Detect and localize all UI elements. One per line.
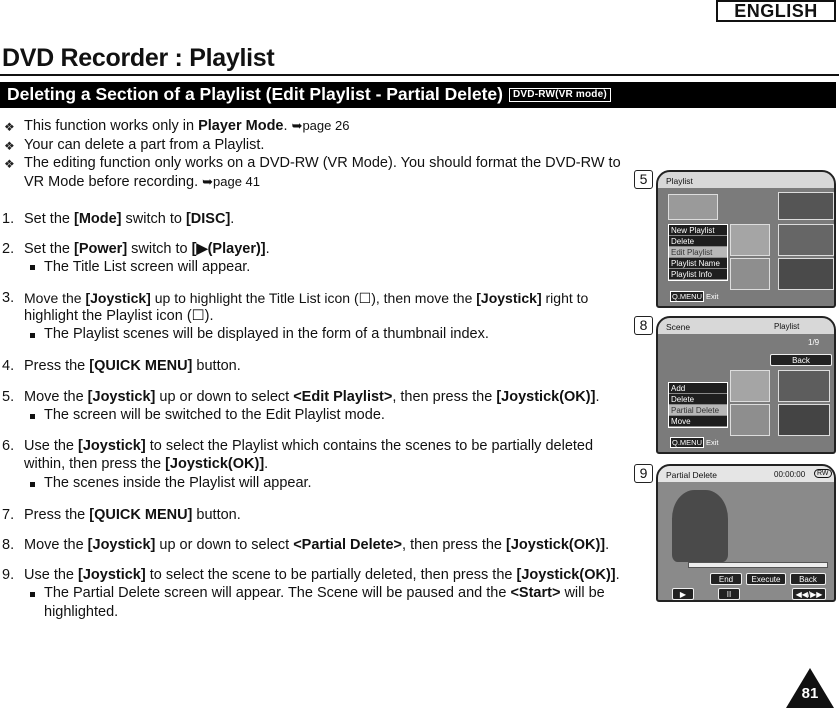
thumbnail	[730, 370, 770, 402]
step-4: Press the [QUICK MENU] button.	[24, 358, 241, 374]
screen-badge: 9	[634, 464, 653, 483]
menu-item-delete[interactable]: Delete	[669, 236, 727, 247]
step-9-note: The Partial Delete screen will appear. The Scene will be paused and the <Start> will be	[44, 585, 605, 601]
thumbnail	[668, 194, 718, 220]
step-7: Press the [QUICK MENU] button.	[24, 507, 241, 523]
back-button[interactable]: Back	[770, 354, 832, 366]
screen-badge: 5	[634, 170, 653, 189]
menu-item-delete[interactable]: Delete	[669, 394, 727, 405]
title-divider	[0, 74, 839, 76]
step-number: 3.	[2, 290, 15, 306]
page-number: 81	[801, 685, 819, 702]
menu-item-add[interactable]: Add	[669, 383, 727, 394]
step-number: 4.	[2, 358, 15, 374]
screen-top-label: Playlist	[774, 322, 800, 331]
square-bullet-icon	[30, 592, 35, 597]
page-number-badge	[786, 668, 834, 710]
diamond-bullet-icon: ❖	[4, 157, 15, 171]
step-5: Move the [Joystick] up or down to select <Edit Playlist>, then press the [Joystick(OK)].	[24, 389, 600, 405]
intro-bullet: This function works only in Player Mode. ➥page 26	[24, 118, 350, 134]
rw-disc-icon: RW	[814, 469, 832, 478]
thumbnail	[730, 224, 770, 256]
partial-delete-screen	[656, 464, 836, 602]
step-number: 5.	[2, 389, 15, 405]
step-3-note: The Playlist scenes will be displayed in the form of a thumbnail index.	[44, 326, 489, 342]
step-number: 2.	[2, 241, 15, 257]
pause-button[interactable]: II	[718, 588, 740, 600]
square-bullet-icon	[30, 333, 35, 338]
section-heading-bar	[0, 82, 836, 108]
screen-badge: 8	[634, 316, 653, 335]
menu-item-playlist-info[interactable]: Playlist Info	[669, 269, 727, 280]
diamond-bullet-icon: ❖	[4, 120, 15, 134]
step-number: 9.	[2, 567, 15, 583]
menu-item-playlist-name[interactable]: Playlist Name	[669, 258, 727, 269]
mode-tag: DVD-RW(VR mode)	[509, 88, 611, 102]
scene-menu	[668, 382, 728, 428]
step-6: Use the [Joystick] to select the Playlist which contains the scenes to be partially deleted	[24, 438, 594, 454]
playlist-icon: ☐	[191, 308, 205, 324]
step-number: 6.	[2, 438, 15, 454]
step-9: Use the [Joystick] to select the scene to be partially deleted, then press the [Joystick(OK)].	[24, 567, 620, 583]
scene-screen	[656, 316, 836, 454]
scene-counter: 1/9	[808, 338, 820, 347]
intro-bullet: Your can delete a part from a Playlist.	[24, 137, 265, 153]
timecode: 00:00:00	[774, 470, 806, 479]
menu-item-move[interactable]: Move	[669, 416, 727, 427]
thumbnail	[778, 370, 830, 402]
execute-button[interactable]: Execute	[746, 573, 786, 585]
step-3: Move the [Joystick] up to highlight the Title List icon (☐), then move the [Joystick] right to	[24, 290, 589, 306]
title-list-icon: ☐	[358, 290, 372, 306]
step-number: 8.	[2, 537, 15, 553]
section-title-text: Deleting a Section of a Playlist (Edit Playlist - Partial Delete)	[7, 84, 503, 104]
step-number: 1.	[2, 211, 15, 227]
page-title: DVD Recorder : Playlist	[2, 44, 275, 72]
step-9-continuation: highlighted.	[44, 604, 119, 620]
intro-bullet-continuation: VR Mode before recording. ➥page 41	[24, 174, 261, 190]
step-2: Set the [Power] switch to [▶(Player)].	[24, 241, 270, 257]
step-3-continuation: highlight the Playlist icon (☐).	[24, 308, 214, 324]
thumbnail	[778, 192, 834, 220]
menu-item-edit-playlist[interactable]: Edit Playlist	[669, 247, 727, 258]
step-6-note: The scenes inside the Playlist will appear.	[44, 475, 312, 491]
thumbnail	[778, 404, 830, 436]
step-number: 7.	[2, 507, 15, 523]
screen-title: Partial Delete	[666, 470, 718, 480]
screen-title: Playlist	[666, 176, 693, 186]
thumbnail	[778, 224, 834, 256]
language-badge: ENGLISH	[716, 0, 836, 22]
playlist-menu	[668, 224, 728, 281]
square-bullet-icon	[30, 414, 35, 419]
tree-image	[672, 490, 728, 562]
step-1: Set the [Mode] switch to [DISC].	[24, 211, 235, 227]
progress-bar	[688, 562, 828, 568]
step-6-continuation: within, then press the [Joystick(OK)].	[24, 456, 269, 472]
menu-item-new-playlist[interactable]: New Playlist	[669, 225, 727, 236]
section-heading	[7, 84, 611, 105]
quick-menu-hint: Q.MENU Exit	[672, 292, 719, 301]
diamond-bullet-icon: ❖	[4, 139, 15, 153]
play-button[interactable]: ▶	[672, 588, 694, 600]
playlist-screen	[656, 170, 836, 308]
skip-button[interactable]: ◀◀/▶▶	[792, 588, 826, 600]
step-2-note: The Title List screen will appear.	[44, 259, 251, 275]
thumbnail	[778, 258, 834, 290]
thumbnail	[730, 258, 770, 290]
intro-bullet: The editing function only works on a DVD-RW (VR Mode). You should format the DVD-RW to	[24, 155, 621, 171]
back-button[interactable]: Back	[790, 573, 826, 585]
square-bullet-icon	[30, 265, 35, 270]
end-button[interactable]: End	[710, 573, 742, 585]
menu-item-partial-delete[interactable]: Partial Delete	[669, 405, 727, 416]
square-bullet-icon	[30, 482, 35, 487]
quick-menu-hint: Q.MENU Exit	[672, 438, 719, 447]
step-5-note: The screen will be switched to the Edit Playlist mode.	[44, 407, 385, 423]
step-8: Move the [Joystick] up or down to select <Partial Delete>, then press the [Joystick(OK)].	[24, 537, 610, 553]
thumbnail	[730, 404, 770, 436]
screen-title: Scene	[666, 322, 691, 332]
